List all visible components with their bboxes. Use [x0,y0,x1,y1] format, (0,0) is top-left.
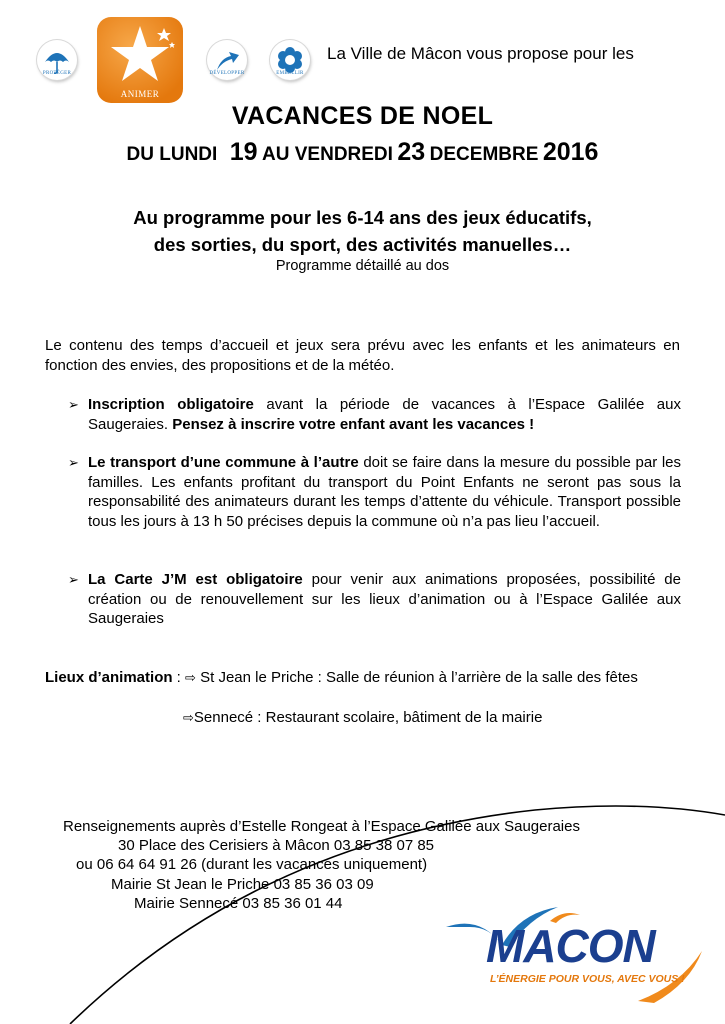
macon-logo [440,905,720,1015]
date-line [0,138,725,167]
bullet-card-text: pour venir aux animations proposées, possibilité de création ou de renouvellement sur les lieux d’animation ou à l’Espace Galilée aux Saugeraies [88,571,681,627]
date-year: 2016 [542,138,599,166]
bullet-card-bold: La Carte J’M est obligatoire [88,571,303,588]
icon-caption-embellish: EMBELLIR [276,71,304,76]
animer-badge [96,16,184,104]
contact-line4: Mairie St Jean le Priche 03 85 36 03 09 [111,876,374,893]
page-title [0,102,725,131]
bullet-registration-bold: Inscription obligatoire [88,396,254,413]
bullet-transport [88,453,681,531]
contact-line5: Mairie Sennecé 03 85 36 01 44 [134,895,343,912]
contact-line2: 30 Place des Cerisiers à Mâcon 03 85 38 07 85 [118,837,435,854]
bullet-transport-bold: Le transport d’une commune à l’autre [88,454,359,471]
place-2-row [183,709,542,726]
macon-tagline: L’ÉNERGIE POUR VOUS, AVEC VOUS ! [490,973,685,985]
title-line1: VACANCES DE NOEL [231,102,494,130]
program-line1: Au programme pour les 6-14 ans des jeux éducatifs, [133,207,592,228]
date-end-day: 23 [397,138,426,166]
places-block [45,668,680,688]
icon-caption-protect: PROTÉGER [42,71,72,76]
date-month: DECEMBRE [429,144,539,165]
arrow-right-icon: ⇨ [185,670,196,685]
bullet-arrow-icon: ➢ [68,397,79,412]
bullet-transport-text: doit se faire dans la mesure du possible par les familles. Les enfants profitant du transport du Point Enfants ne seront pas sous la responsabilité des animateurs durant les temps d’attente du véhicule. Transport possible tous les jours à 13 h 50 précises depuis la commune où n’a pas lieu l’accueil. [88,454,681,530]
places-sep: : [172,669,186,686]
bullet-registration-text: avant la période de vacances à l’Espace Galilée aux Saugeraies. [88,396,681,433]
contact-line1: Renseignements auprès d’Estelle Rongeat à l’Espace Galilée aux Saugeraies [63,818,580,835]
animer-label: ANIMER [120,89,160,99]
date-start-day: 19 [229,138,258,166]
program-line2: des sorties, du sport, des activités manuelles… [153,234,572,255]
icon-caption-develop: DÉVELOPPER [209,71,245,76]
program-subtitle: Programme détaillé au dos [275,258,450,274]
place-2: Sennecé : Restaurant scolaire, bâtiment de la mairie [193,709,543,726]
place-1: St Jean le Priche : Salle de réunion à l’arrière de la salle des fêtes [200,669,638,686]
intro-text: La Ville de Mâcon vous propose pour les [327,44,634,63]
bullet-registration [88,395,681,434]
intro-paragraph: Le contenu des temps d’accueil et jeux sera prévu avec les enfants et les animateurs en fonction des envies, des propositions et de la météo. [45,337,680,374]
macon-wordmark: MACON [486,920,655,972]
bullet-arrow-icon: ➢ [68,572,79,587]
places-label: Lieux d’animation [45,669,173,686]
date-middle: AU VENDREDI [262,144,393,165]
bullet-card [88,570,681,629]
arrow-right-icon: ⇨ [183,710,194,725]
bullet-arrow-icon: ➢ [68,455,79,470]
date-prefix: DU LUNDI [126,144,218,165]
contact-line3: ou 06 64 64 91 26 (durant les vacances uniquement) [76,856,428,873]
bullet-registration-bold2: Pensez à inscrire votre enfant avant les vacances ! [172,415,535,433]
